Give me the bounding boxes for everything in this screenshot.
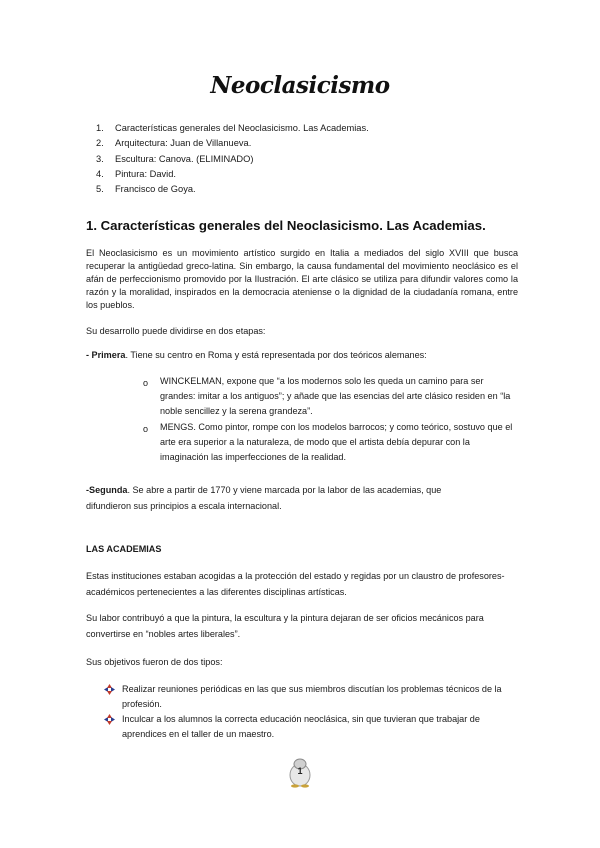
academias-paragraph-2: Su labor contribuyó a que la pintura, la escultura y la pintura dejaran de ser oficios mecánicos para convertirse en “nobles artes liberales”. [86,613,484,639]
toc-item: 1. Características generales del Neoclasicismo. Las Academias. [96,123,369,133]
stages-intro: Su desarrollo puede dividirse en dos etapas: [86,326,266,336]
objective-item: Realizar reuniones periódicas en las que sus miembros discutían los problemas técnicos de la profesión. [122,684,502,710]
toc-item: 2. Arquitectura: Juan de Villanueva. [96,138,252,149]
toc-item: 5. Francisco de Goya. [96,184,196,195]
intro-paragraph: El Neoclasicismo es un movimiento artístico surgido en Italia a mediados del siglo XVIII que busca recuperar la antigüedad greco-latina. Sin embargo, la causa fundamental del movimiento neoclásico es el afán de perfeccionismo promovido por la Ilustración. El arte clásico se utiliza para difundir valores como la razón y la moralidad, inspirados en la democracia ateniense o la dignidad de la ciudadanía romana, entre los pueblos. [86,248,518,311]
academias-paragraph-1: Estas instituciones estaban acogidas a la protección del estado y regidas por un claustro de profesores-académicos pertenecientes a las diferentes disciplinas artísticas. [86,571,505,597]
first-stage-label: - Primera [86,350,126,360]
second-stage-paragraph: -Segunda. Se abre a partir de 1770 y viene marcada por la labor de las academias, que difundieron sus principios a escala internacional. [86,485,442,511]
academias-paragraph-3: Sus objetivos fueron de dos tipos: [86,657,223,667]
arrow-bullet-icon [104,684,115,695]
academias-heading: LAS ACADEMIAS [86,544,162,554]
objective-item: Inculcar a los alumnos la correcta educación neoclásica, sin que tuvieran que trabajar de aprendices en el taller de un maestro. [122,714,480,740]
page-number: 1 [297,766,303,776]
toc-item: 3. Escultura: Canova. (ELIMINADO) [96,153,254,164]
theorist-mengs: MENGS. Como pintor, rompe con los modelos barrocos; y como teórico, sostuvo que el arte era superior a la naturaleza, de modo que el artista debía depurar con la imaginación las imperfecciones de la realidad. [160,422,513,463]
table-of-contents [96,121,369,197]
second-stage-label: -Segunda [86,485,128,495]
first-stage-paragraph: - Primera. Tiene su centro en Roma y está representada por dos teóricos alemanes: [86,350,427,360]
bullet-marker: o [143,424,149,434]
document-title: Neoclasicismo [210,72,390,99]
bullet-marker: o [143,378,149,388]
arrow-bullet-icon [104,714,115,725]
toc-item: 4. Pintura: David. [96,168,176,179]
theorist-winckelman: WINCKELMAN, expone que “a los modernos solo les queda un camino para ser grandes: imitar a los antiguos”; y añade que las esencias del arte clásico residen en “la noble sencillez y la serena grandeza”. [160,376,511,417]
section-heading: 1. Características generales del Neoclasicismo. Las Academias. [86,218,486,233]
